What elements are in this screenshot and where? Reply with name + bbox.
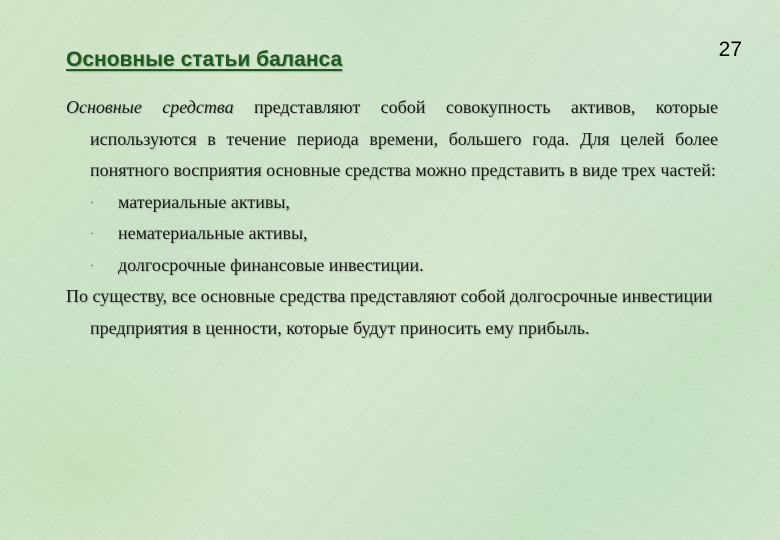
bullet-list xyxy=(66,187,718,282)
slide-title: Основные статьи баланса xyxy=(66,48,343,71)
list-item-text: материальные активы, xyxy=(118,191,290,212)
term-fixed-assets: Основные средства xyxy=(66,97,234,117)
bullet-icon: · xyxy=(90,226,94,240)
list-item xyxy=(90,218,718,250)
definition-text: представляют собой совокупность активов, которые используются в течение периода времени, большего года. Для целей более понятного восприятия основные средства можно представить в виде трех частей: xyxy=(90,97,718,180)
list-item xyxy=(90,250,718,282)
bullet-icon: · xyxy=(90,257,94,272)
bullet-icon: · xyxy=(90,194,94,209)
paragraph-definition xyxy=(66,92,718,187)
list-item-text: долгосрочные финансовые инвестиции. xyxy=(118,254,424,275)
list-item xyxy=(90,187,718,219)
slide-content xyxy=(66,92,718,344)
list-item-text: нематериальные активы, xyxy=(118,223,308,243)
page-number: 27 xyxy=(718,38,742,61)
paragraph-summary: По существу, все основные средства представляют собой долгосрочные инвестиции предприятия в ценности, которые будут приносить ему прибыль. xyxy=(66,286,713,338)
